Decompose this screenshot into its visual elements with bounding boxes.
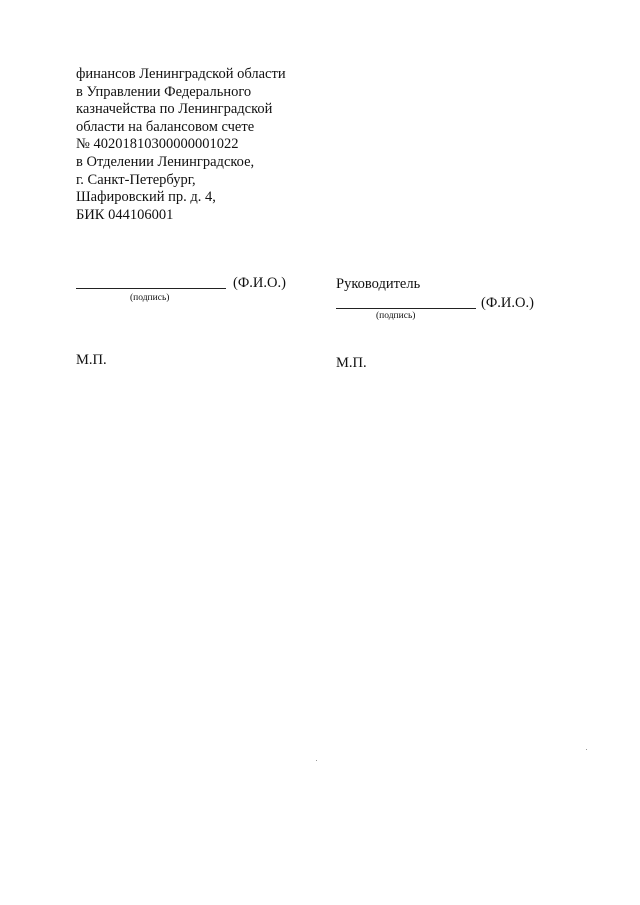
bank-details-line: г. Санкт-Петербург, — [76, 171, 196, 188]
scan-speck — [586, 749, 587, 750]
scan-speck — [316, 760, 317, 761]
signature-block-right — [336, 276, 576, 336]
signature-row — [336, 294, 576, 312]
signature-caption: (подпись) — [376, 311, 416, 321]
bank-details-line: в Отделении Ленинградское, — [76, 153, 255, 170]
fio-label: (Ф.И.О.) — [481, 295, 534, 311]
bank-details — [76, 66, 336, 224]
bank-details-line: финансов Ленинградской области — [76, 66, 286, 82]
bank-details-line: в Управлении Федерального — [76, 83, 252, 100]
stamp-placeholder-right: М.П. — [336, 355, 367, 371]
account-number: № 40201810300000001022 — [76, 136, 239, 153]
signature-line — [76, 288, 226, 289]
bik-code: БИК 044106001 — [76, 206, 174, 223]
signature-row — [76, 274, 316, 292]
stamp-placeholder-left: М.П. — [76, 352, 107, 368]
signature-caption: (подпись) — [130, 293, 170, 303]
bank-details-line: казначейства по Ленинградской — [76, 101, 273, 118]
fio-label: (Ф.И.О.) — [233, 275, 286, 291]
signature-line — [336, 308, 476, 309]
signature-block-left — [76, 274, 316, 314]
bank-details-line: Шафировский пр. д. 4, — [76, 189, 216, 206]
bank-details-line: области на балансовом счете — [76, 118, 255, 135]
role-title: Руководитель — [336, 276, 421, 292]
